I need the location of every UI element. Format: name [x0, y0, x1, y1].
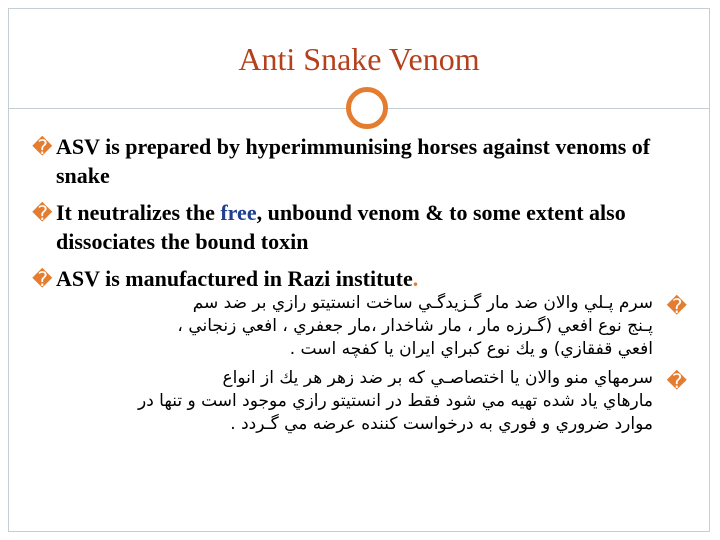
slide-title: Anti Snake Venom	[238, 41, 480, 77]
persian-item-polyvalent	[33, 292, 693, 361]
bullet-item-neutralizes	[32, 198, 702, 256]
persian-line: سرم پـلي والان ضد مار گـزيدگـي ساخت انستيتو رازي بر ضد سم	[192, 293, 653, 313]
persian-line: پـنج نوع افعي (گـرزه مار ، مار شاخدار ،مار جعفري ، افعي زنجاني ،	[177, 316, 653, 336]
bullet-item-manufacture	[32, 264, 702, 293]
bullet-icon: �	[32, 267, 53, 291]
persian-line: افعي قفقازي) و يك نوع كبراي ايران يا كفچه است .	[289, 339, 653, 359]
bullet-text-before: It neutralizes the	[56, 200, 221, 225]
bullet-text: ASV is prepared by hyperimmunising horses against venoms of snake	[56, 134, 651, 188]
persian-bullet-list	[33, 292, 693, 442]
bullet-text-after: , unbound venom & to some extent also dissociates the bound toxin	[56, 200, 626, 254]
ring-ornament-icon	[346, 87, 388, 129]
slide	[8, 8, 710, 532]
bullet-item-preparation	[32, 132, 702, 190]
ring-inner	[353, 94, 381, 122]
persian-line: سرمهاي منو والان يا اختصاصـي كه بر ضد زهر هر يك از انواع	[222, 368, 653, 388]
persian-line: موارد ضروري و فوري به درخواست كننده عرضه مي گـردد .	[230, 414, 653, 434]
english-bullet-list	[32, 132, 702, 301]
persian-line: مارهاي ياد شده تهيه مي شود فقط در انستيتو رازي موجود است و تنها در	[138, 391, 653, 411]
bullet-icon: �	[32, 201, 53, 225]
bullet-icon: �	[666, 369, 687, 393]
bullet-icon: �	[666, 294, 687, 318]
bullet-text: ASV is manufactured in Razi institute	[56, 266, 413, 291]
highlight-free: free	[220, 200, 257, 225]
trailing-dot: .	[412, 266, 419, 291]
bullet-icon: �	[32, 135, 53, 159]
persian-item-monovalent	[33, 367, 693, 436]
